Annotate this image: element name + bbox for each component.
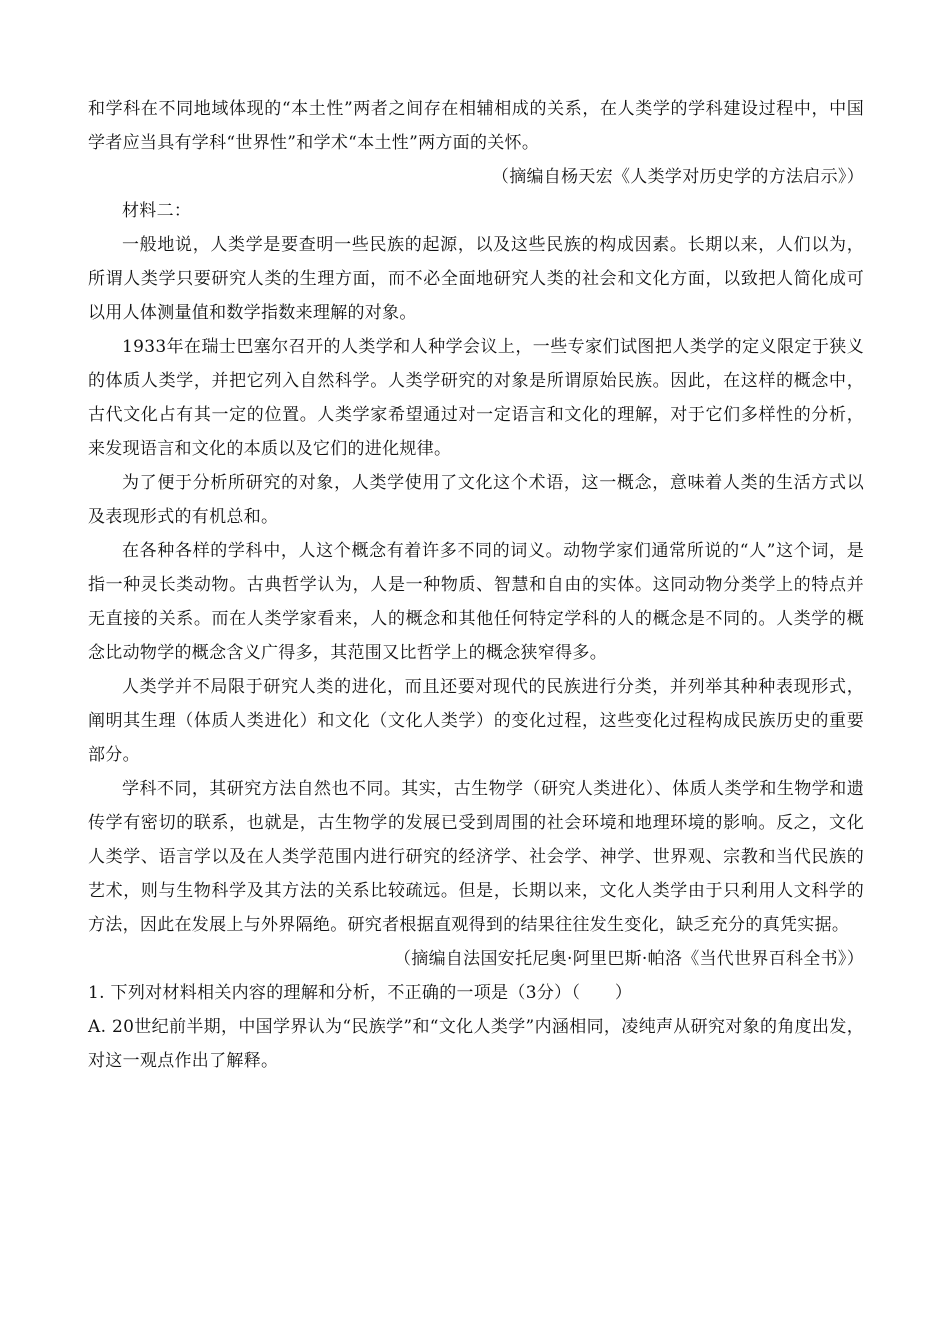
material2-paragraph-1: 一般地说，人类学是要查明一些民族的起源，以及这些民族的构成因素。长期以来，人们以为，所谓人类学只要研究人类的生理方面，而不必全面地研究人类的社会和文化方面，以致把人简化成可以用人体测量值和数学指数来理解的对象。 [88, 235, 864, 323]
question-1-option-a: A. 20世纪前半期，中国学界认为“民族学”和“文化人类学”内涵相同，凌纯声从研究对象的角度出发，对这一观点作出了解释。 [88, 1017, 864, 1071]
question-1-stem: 1. 下列对材料相关内容的理解和分析，不正确的一项是（3分）（ ） [88, 983, 633, 1003]
document-page [88, 92, 864, 1078]
material2-heading: 材料二： [122, 201, 192, 221]
material2-source: （摘编自法国安托尼奥·阿里巴斯·帕洛《当代世界百科全书》） [393, 949, 864, 969]
material2-paragraph-6: 学科不同，其研究方法自然也不同。其实，古生物学（研究人类进化）、体质人类学和生物学和遗传学有密切的联系，也就是，古生物学的发展已受到周围的社会环境和地理环境的影响。反之，文化人类学、语言学以及在人类学范围内进行研究的经济学、社会学、神学、世界观、宗教和当代民族的艺术，则与生物科学及其方法的关系比较疏远。但是，长期以来，文化人类学由于只利用人文科学的方法，因此在发展上与外界隔绝。研究者根据直观得到的结果往往发生变化，缺乏充分的真凭实据。 [88, 779, 864, 935]
material2-paragraph-4: 在各种各样的学科中，人这个概念有着许多不同的词义。动物学家们通常所说的“人”这个词，是指一种灵长类动物。古典哲学认为，人是一种物质、智慧和自由的实体。这同动物分类学上的特点并无直接的关系。而在人类学家看来，人的概念和其他任何特定学科的人的概念是不同的。人类学的概念比动物学的概念含义广得多，其范围又比哲学上的概念狭窄得多。 [88, 541, 864, 663]
material2-paragraph-2: 1933年在瑞士巴塞尔召开的人类学和人种学会议上，一些专家们试图把人类学的定义限定于狭义的体质人类学，并把它列入自然科学。人类学研究的对象是所谓原始民族。因此，在这样的概念中，古代文化占有其一定的位置。人类学家希望通过对一定语言和文化的理解，对于它们多样性的分析，来发现语言和文化的本质以及它们的进化规律。 [88, 337, 864, 459]
material2-paragraph-3: 为了便于分析所研究的对象，人类学使用了文化这个术语，这一概念，意味着人类的生活方式以及表现形式的有机总和。 [88, 473, 864, 527]
material1-tail-paragraph: 和学科在不同地域体现的“本土性”两者之间存在相辅相成的关系，在人类学的学科建设过程中，中国学者应当具有学科“世界性”和学术“本土性”两方面的关怀。 [88, 99, 864, 153]
material1-source: （摘编自杨天宏《人类学对历史学的方法启示》） [491, 167, 864, 187]
material2-paragraph-5: 人类学并不局限于研究人类的进化，而且还要对现代的民族进行分类，并列举其种种表现形式，阐明其生理（体质人类进化）和文化（文化人类学）的变化过程，这些变化过程构成民族历史的重要部分。 [88, 677, 864, 765]
